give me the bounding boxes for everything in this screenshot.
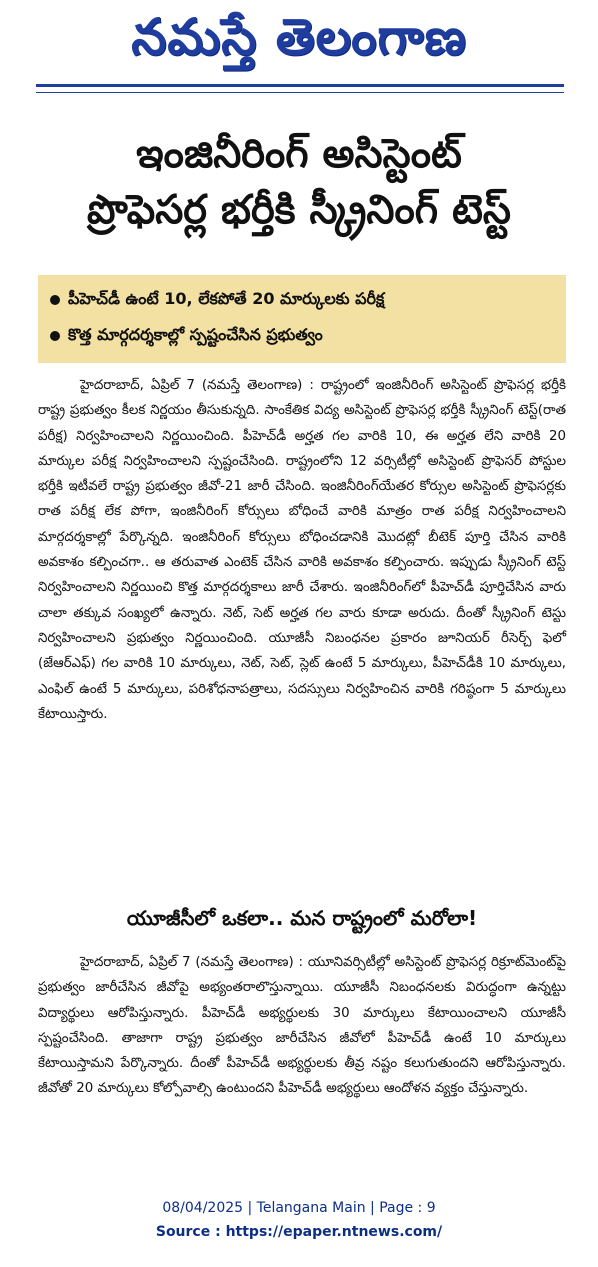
footer-source: Source : https://epaper.ntnews.com/ [155,1224,443,1240]
masthead-rule [36,84,564,87]
masthead-rule-thin [36,92,564,93]
newspaper-logo: నమస్తే తెలంగాణ [131,8,467,66]
masthead [0,0,598,80]
article-body-1: హైదరాబాద్, ఏప్రిల్ 7 (నమస్తే తెలంగాణ) : రాష్ట్రంలో ఇంజినీరింగ్ అసిస్టెంట్ ప్రొఫెసర్ల భర్తీకి రాష్ట్ర ప్రభుత్వం కీలక నిర్ణయం తీసుకున్నది. సాంకేతిక విద్య అసిస్టెంట్ ప్రొఫెసర్ల భర్తీకి స్క్రీనింగ్ టెస్ట్(రాత పరీక్ష) నిర్వహించాలని నిర్ణయించింది. పీహెచ్‌డీ అర్హత గల వారికి 10, ఈ అర్హత లేని వారికి 20 మార్కుల పరీక్ష నిర్వహించాలని స్పష్టంచేసింది. రాష్ట్రంలోని 12 వర్సిటీల్లో అసిస్టెంట్ ప్రొఫెసర్ పోస్టుల భర్తీకి ఇటీవలే రాష్ట్ర ప్రభుత్వం జీవో-21 జారీ చేసింది. ఇంజినీరింగ్‌యేతర కోర్సుల అసిస్టెంట్ ప్రొఫెసర్లకు రాత పరీక్ష లేక పోగా, ఇంజినీరింగ్ కోర్సులు బోధించే వారికి మాత్రం రాత పరీక్ష నిర్వహించాలని మార్గదర్శకాల్లో పేర్కొన్నది. ఇంజినీరింగ్ కోర్సులు బోధించడానికి మొదట్లో బీటెక్ పూర్తి చేసిన వారికి అవకాశం కల్పించగా.. ఆ తరువాత ఎంటెక్ చేసిన వారికి అవకాశం కల్పించారు. ఇప్పుడు స్క్రీనింగ్ టెస్ట్ నిర్వహించాలని నిర్ణయించి కొత్త మార్గదర్శకాలు జారీ చేశారు. ఇంజినీరింగ్‌లో పీహెచ్‌డీ పూర్తిచేసిన వారు చాలా తక్కువ సంఖ్యలో ఉన్నారు. నెట్, సెట్ అర్హత గల వారు కూడా అరుదు. దీంతో స్క్రీనింగ్ టెస్టు నిర్వహించాలని ప్రభుత్వం నిర్ణయించింది. యూజీసీ నిబంధనల ప్రకారం జూనియర్ రీసెర్చ్ ఫెలో (జేఆర్ఎఫ్) గల వారికి 10 మార్కులు, నెట్, సెట్, స్లెట్ ఉంటే 5 మార్కులు, పీహెచ్‌డీకి 10 మార్కులు, ఎంఫిల్ ఉంటే 5 మార్కులు, పరిశోధనాపత్రాలు, సదస్సులు నిర్వహించిన వారికి గరిష్ఠంగా 5 మార్కులు కేటాయిస్తారు. [38,378,566,722]
summary-item-text: పీహెచ్‌డీ ఉంటే 10, లేకపోతే 20 మార్కులకు పరీక్ష [68,288,385,308]
bullet-icon [50,295,60,305]
summary-box [38,275,566,363]
headline-line-1: ఇంజినీరింగ్ అసిస్టెంట్ [136,131,462,177]
headline-line-2: ప్రొఫెసర్ల భర్తీకి స్క్రీనింగ్ టెస్ట్ [87,187,511,233]
bullet-icon [50,331,60,341]
headline [20,126,578,238]
subheadline: యూజీసీలో ఒకలా.. మన రాష్ట్రంలో మరోలా! [126,906,478,930]
footer [0,1196,598,1244]
summary-item [38,318,566,354]
summary-item [38,282,566,318]
article-body-2: హైదరాబాద్, ఏప్రిల్ 7 (నమస్తే తెలంగాణ) : యూనివర్సిటీల్లో అసిస్టెంట్ ప్రొఫెసర్ల రిక్రూట్‌మెంట్‌పై ప్రభుత్వం జారీచేసిన జీవోపై అభ్యంతరాలొస్తున్నాయి. యూజీసీ నిబంధనలకు విరుద్ధంగా ఉన్నట్టు విద్యార్థులు ఆరోపిస్తున్నారు. పీహెచ్‌డీ అభ్యర్థులకు 30 మార్కులు కేటాయించాలని యూజీసీ స్పష్టంచేసింది. తాజాగా రాష్ట్ర ప్రభుత్వం జారీచేసిన జీవోలో పీహెచ్‌డీ ఉంటే 10 మార్కులు కేటాయిస్తామని పేర్కొన్నారు. దీంతో పీహెచ్‌డీ అభ్యర్థులకు తీవ్ర నష్టం కలుగుతుందని ఆరోపిస్తున్నారు. జీవోతో 20 మార్కులు కోల్పోవాల్సి ఉంటుందని పీహెచ్‌డీ అభ్యర్థులు ఆందోళన వ్యక్తం చేస్తున్నారు. [38,955,566,1097]
summary-item-text: కొత్త మార్గదర్శకాల్లో స్పష్టంచేసిన ప్రభుత్వం [68,324,323,344]
footer-edition-info: 08/04/2025 | Telangana Main | Page : 9 [162,1200,436,1216]
